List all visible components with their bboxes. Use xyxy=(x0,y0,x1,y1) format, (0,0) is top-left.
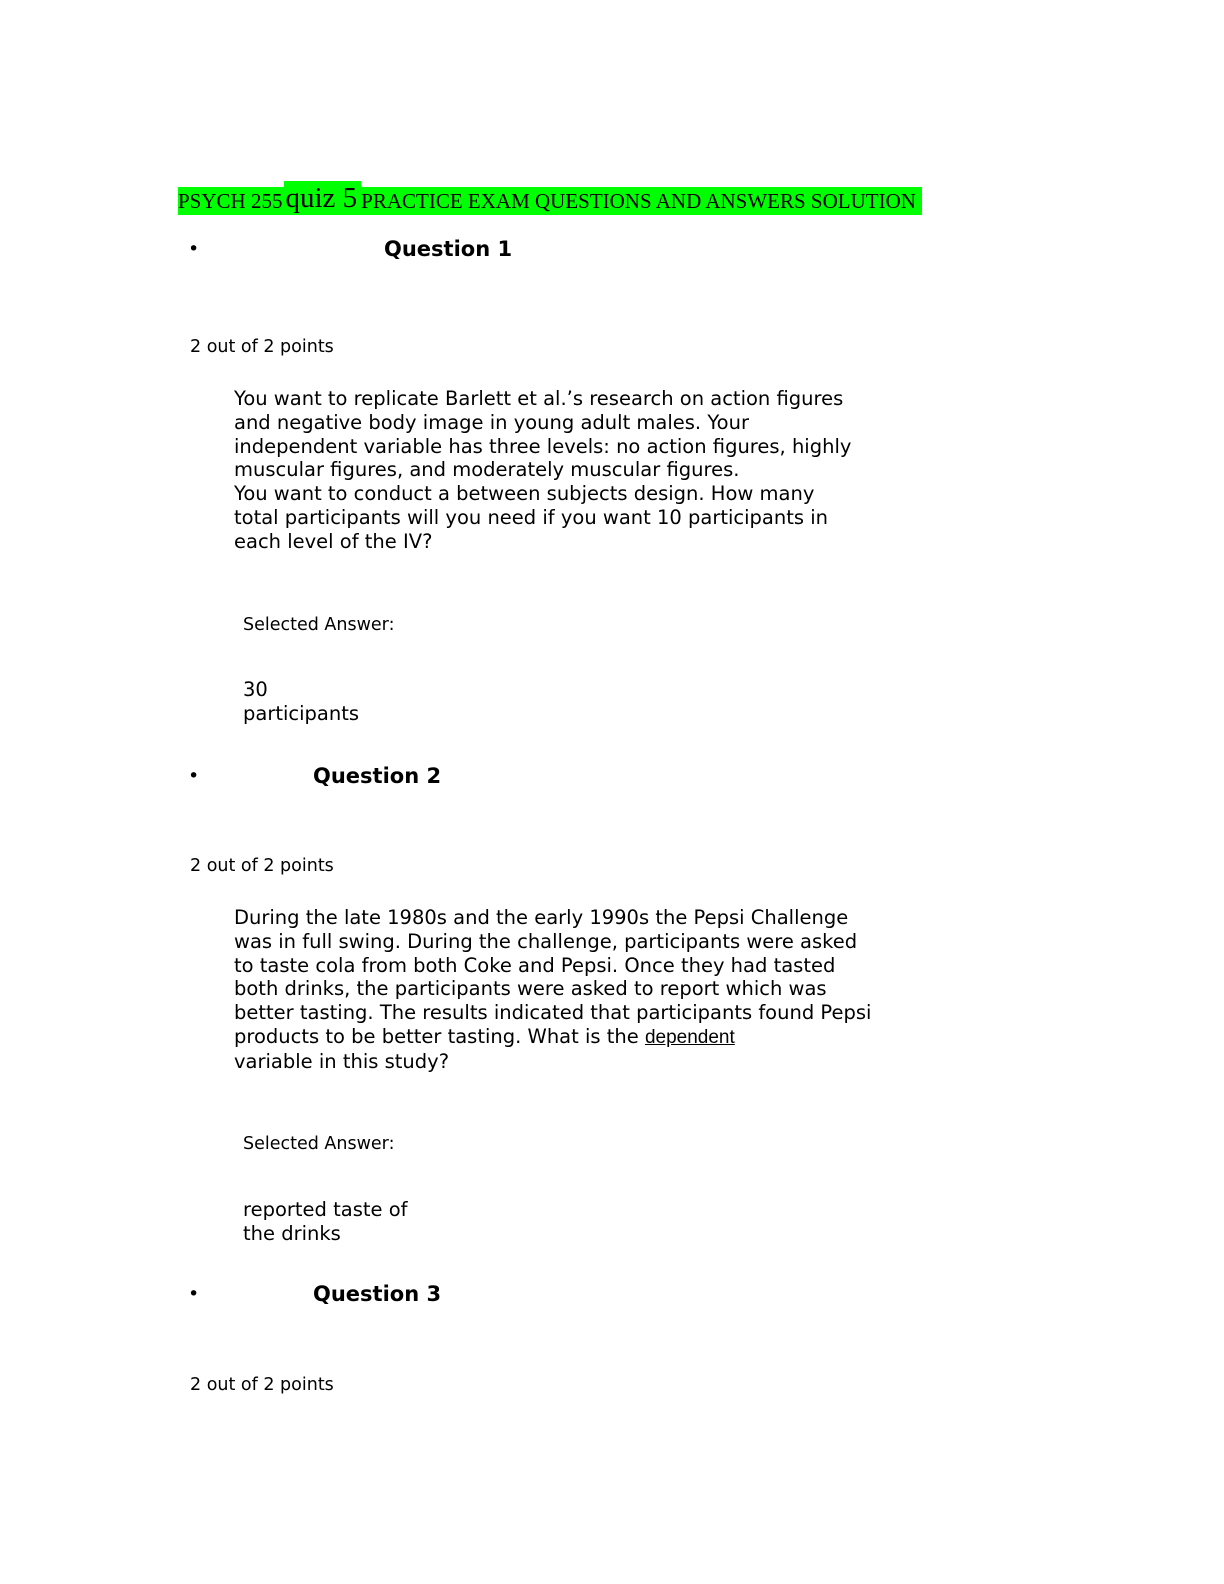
question-2-text xyxy=(234,906,871,1074)
answer-line: 30 xyxy=(243,678,268,701)
question-text-line: each level of the IV? xyxy=(234,529,433,553)
question-text-fragment: products to be better tasting. What is the xyxy=(234,1024,645,1048)
bullet-icon: • xyxy=(188,1283,200,1305)
question-text-line: variable in this study? xyxy=(234,1049,450,1073)
question-2-selected-answer-label: Selected Answer: xyxy=(243,1134,395,1154)
bullet-icon: • xyxy=(188,765,200,787)
title-subtitle: PRACTICE EXAM QUESTIONS AND ANSWERS SOLUTION xyxy=(361,187,922,215)
question-text-line: to taste cola from both Coke and Pepsi. Once they had tasted xyxy=(234,953,836,977)
title-quiz: quiz 5 xyxy=(284,181,361,215)
question-2-points: 2 out of 2 points xyxy=(190,856,334,876)
question-text-line: You want to replicate Barlett et al.’s research on action figures xyxy=(234,387,844,410)
title-course: PSYCH 255 xyxy=(178,189,283,213)
question-3-heading: Question 3 xyxy=(313,1282,442,1306)
question-1-points: 2 out of 2 points xyxy=(190,337,334,357)
question-text-line: independent variable has three levels: no action figures, highly xyxy=(234,434,852,458)
answer-line: reported taste of xyxy=(243,1198,408,1221)
question-text-line: better tasting. The results indicated that participants found Pepsi xyxy=(234,1001,872,1025)
question-text-line xyxy=(234,1025,871,1050)
underlined-term: dependent xyxy=(644,1026,735,1048)
answer-line: the drinks xyxy=(243,1221,341,1245)
question-text-line: During the late 1980s and the early 1990s the Pepsi Challenge xyxy=(234,906,849,929)
question-text-line: You want to conduct a between subjects design. How many xyxy=(234,482,815,506)
question-1-text xyxy=(234,387,851,554)
question-3-points: 2 out of 2 points xyxy=(190,1375,334,1395)
question-text-line: both drinks, the participants were asked to report which was xyxy=(234,977,827,1001)
question-1-answer xyxy=(243,678,359,726)
question-2-heading: Question 2 xyxy=(313,764,442,788)
question-1-selected-answer-label: Selected Answer: xyxy=(243,615,395,635)
question-1-heading: Question 1 xyxy=(384,237,513,261)
question-2-answer xyxy=(243,1198,408,1246)
question-text-line: was in full swing. During the challenge, participants were asked xyxy=(234,929,858,953)
question-text-line: total participants will you need if you want 10 participants in xyxy=(234,505,829,529)
bullet-icon: • xyxy=(188,238,200,260)
document-title xyxy=(178,181,922,215)
answer-line: participants xyxy=(243,701,360,725)
question-text-line: and negative body image in young adult males. Your xyxy=(234,410,749,434)
question-text-line: muscular figures, and moderately muscular figures. xyxy=(234,458,740,482)
